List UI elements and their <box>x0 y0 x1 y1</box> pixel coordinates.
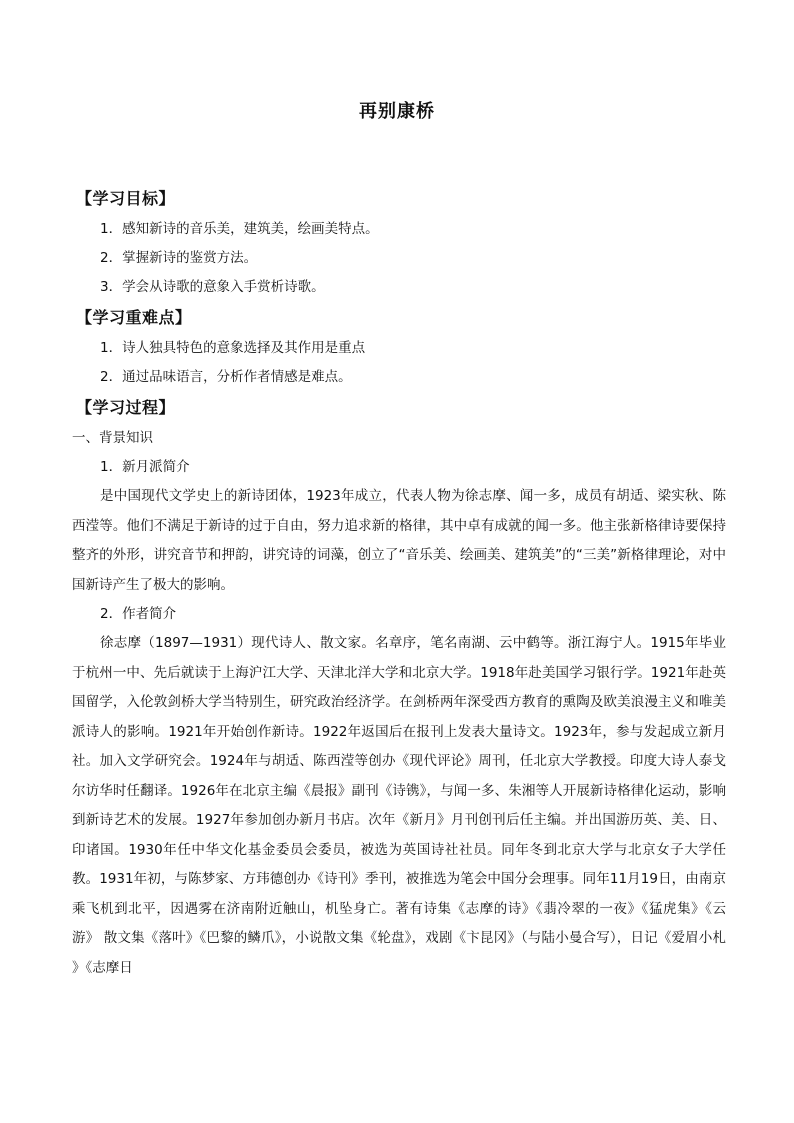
key-point-item: 1．诗人独具特色的意象选择及其作用是重点 <box>100 340 366 356</box>
document-body <box>72 183 726 983</box>
page-title: 再别康桥 <box>359 101 435 122</box>
subheading-author: 2．作者简介 <box>100 606 177 622</box>
goal-item: 2．掌握新诗的鉴赏方法。 <box>100 250 258 266</box>
paragraph-author: 徐志摩（1897—1931）现代诗人、散文家。名章序，笔名南湖、云中鹤等。浙江海宁人。1915年毕业于杭州一中、先后就读于上海沪江大学、天津北洋大学和北京大学。1918年赴美国学习银行学。1921年赴英国留学，入伦敦剑桥大学当特别生，研究政治经济学。在剑桥两年深受西方教育的熏陶及欧美浪漫主义和唯美派诗人的影响。1921年开始创作新诗。1922年返国后在报刊上发表大量诗文。1923年，参与发起成立新月社。加入文学研究会。1924年与胡适、陈西滢等创办《现代评论》周刊，任北京大学教授。印度大诗人泰戈尔访华时任翻译。1926年在北京主编《晨报》副刊《诗镌》，与闻一多、朱湘等人开展新诗格律化运动，影响到新诗艺术的发展。1927年参加创办新月书店。次年《新月》月刊创刊后任主编。并出国游历英、美、日、印诸国。1930年任中华文化基金委员会委员，被选为英国诗社社员。同年冬到北京大学与北京女子大学任教。1931年初，与陈梦家、方玮德创办《诗刊》季刊，被推选为笔会中国分会理事。同年11月19日，由南京乘飞机到北平，因遇雾在济南附近触山，机坠身亡。著有诗集《志摩的诗》《翡冷翠的一夜》《猛虎集》《云游》 散文集《落叶》《巴黎的鳞爪》，小说散文集《轮盘》，戏剧《卞昆冈》（与陆小曼合写），日记《爱眉小札 》《志摩日 <box>72 635 726 976</box>
goal-item: 3．学会从诗歌的意象入手赏析诗歌。 <box>100 279 325 295</box>
part-heading-background: 一、背景知识 <box>72 430 153 446</box>
key-point-item: 2．通过品味语言，分析作者情感是难点。 <box>100 369 352 385</box>
goal-item: 1．感知新诗的音乐美，建筑美，绘画美特点。 <box>100 221 379 237</box>
section-heading-goals: 【学习目标】 <box>76 189 176 208</box>
section-heading-process: 【学习过程】 <box>76 398 176 417</box>
subheading-crescent-school: 1．新月派简介 <box>100 459 190 475</box>
section-heading-key-points: 【学习重难点】 <box>76 308 192 327</box>
paragraph-crescent-school: 是中国现代文学史上的新诗团体，1923年成立，代表人物为徐志摩、闻一多，成员有胡适、梁实秋、陈西滢等。他们不满足于新诗的过于自由，努力追求新的格律，其中卓有成就的闻一多。他主张新格律诗要保持整齐的外形，讲究音节和押韵，讲究诗的词藻，创立了“音乐美、绘画美、建筑美”的“三美”新格律理论，对中国新诗产生了极大的影响。 <box>72 488 726 593</box>
